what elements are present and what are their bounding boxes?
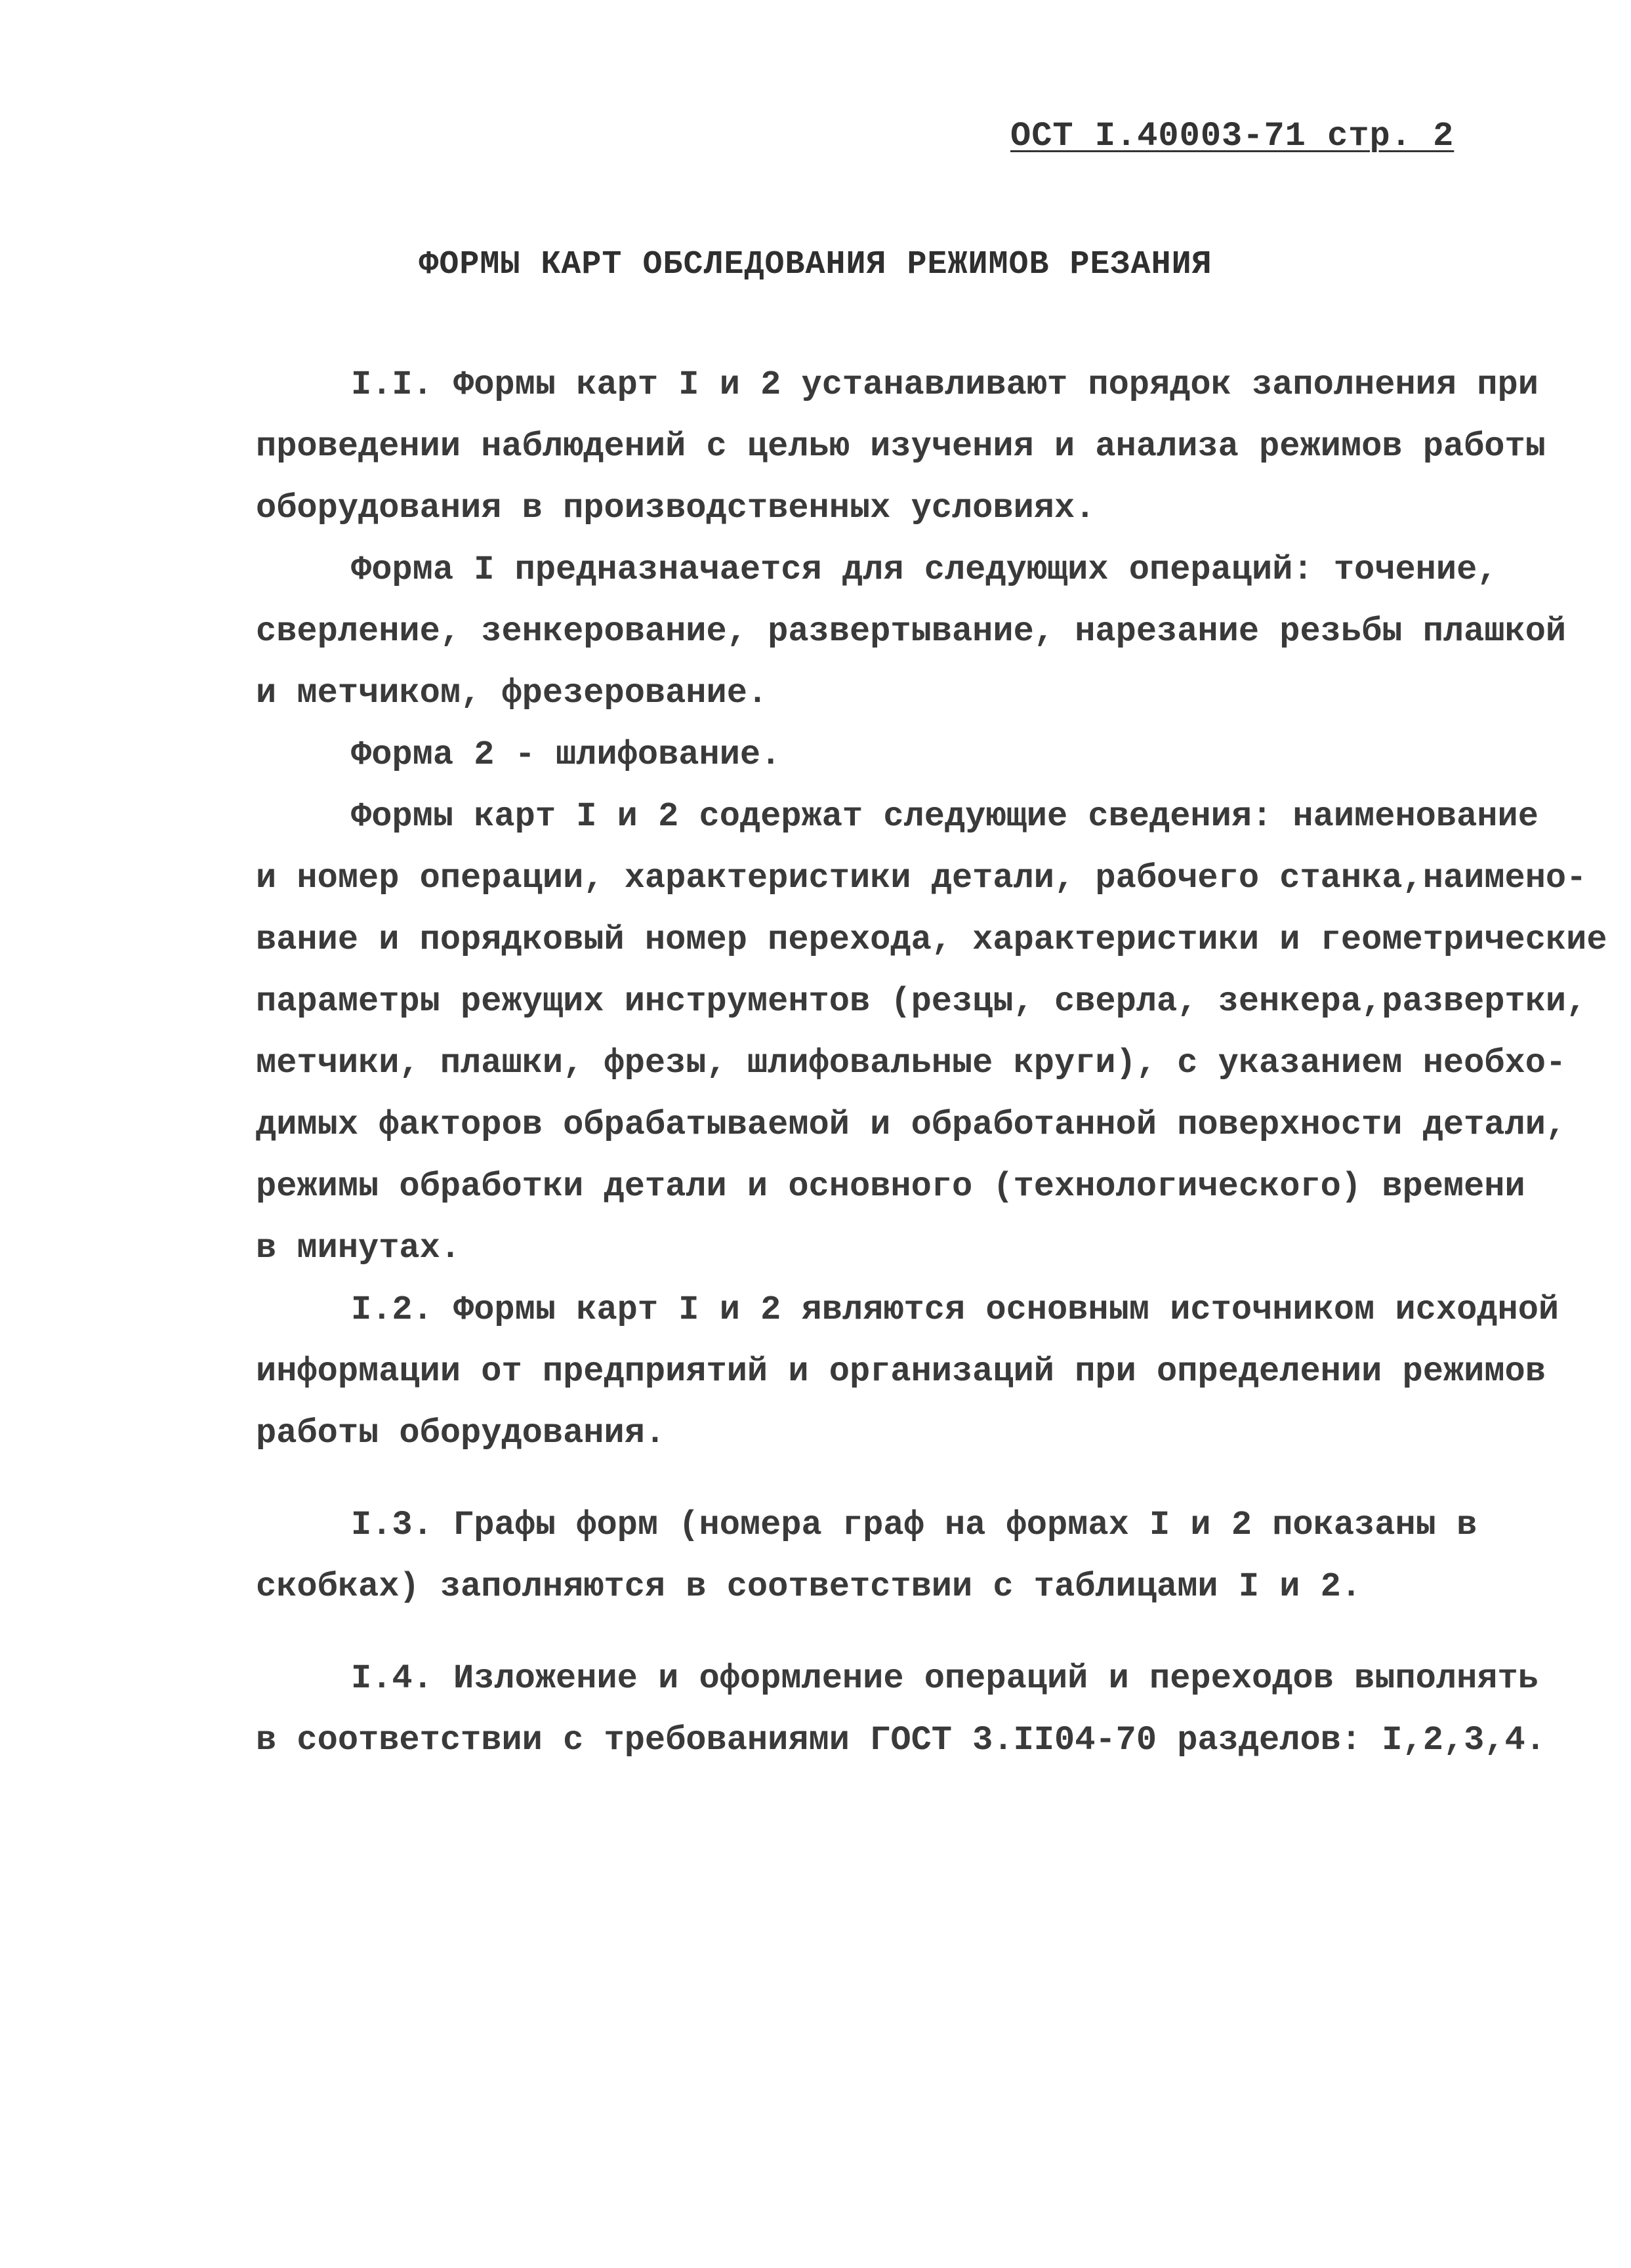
text-line: оборудования в производственных условиях.: [256, 489, 1096, 527]
text-line: I.2. Формы карт I и 2 являются основным источником исходной: [351, 1290, 1559, 1329]
text-line: вание и порядковый номер перехода, характеристики и геометрические: [256, 920, 1607, 959]
text-line: проведении наблюдений с целью изучения и анализа режимов работы: [256, 427, 1546, 466]
paragraph-forms-content: [256, 786, 1607, 1279]
text-line: I.3. Графы форм (номера граф на формах I и 2 показаны в: [351, 1506, 1477, 1544]
text-line: метчики, плашки, фрезы, шлифовальные круги), с указанием необхо-: [256, 1044, 1567, 1082]
paragraph-1-4: [256, 1648, 1546, 1771]
paragraph-1-1: [256, 354, 1546, 539]
text-line: режимы обработки детали и основного (технологического) времени: [256, 1167, 1525, 1206]
text-line: I.4. Изложение и оформление операций и переходов выполнять: [351, 1659, 1538, 1698]
text-line: в минутах.: [256, 1229, 461, 1268]
text-line: и метчиком, фрезерование.: [256, 674, 768, 712]
text-line: I.I. Формы карт I и 2 устанавливают порядок заполнения при: [351, 365, 1538, 404]
document-reference: ОСТ I.40003-71 стр. 2: [1010, 117, 1455, 155]
page-title: ФОРМЫ КАРТ ОБСЛЕДОВАНИЯ РЕЖИМОВ РЕЗАНИЯ: [419, 246, 1212, 283]
text-line: скобках) заполняются в соответствии с таблицами I и 2.: [256, 1567, 1362, 1606]
text-line: в соответствии с требованиями ГОСТ 3.II04-70 разделов: I,2,3,4.: [256, 1721, 1546, 1760]
paragraph-form-1: [256, 539, 1567, 724]
text-line: Формы карт I и 2 содержат следующие сведения: наименование: [351, 797, 1538, 836]
text-line: Форма I предназначается для следующих операций: точение,: [351, 550, 1498, 589]
text-line: димых факторов обрабатываемой и обработанной поверхности детали,: [256, 1105, 1567, 1144]
paragraph-form-2: [256, 724, 1489, 786]
text-line: сверление, зенкерование, развертывание, нарезание резьбы плашкой: [256, 612, 1567, 651]
text-line: работы оборудования.: [256, 1414, 666, 1453]
text-line: параметры режущих инструментов (резцы, сверла, зенкера,развертки,: [256, 982, 1587, 1021]
paragraph-1-3: [256, 1495, 1489, 1618]
paragraph-1-2: [256, 1279, 1559, 1464]
text-line: и номер операции, характеристики детали, рабочего станка,наимено-: [256, 859, 1587, 897]
text-line: информации от предприятий и организаций при определении режимов: [256, 1352, 1546, 1391]
document-body: [256, 354, 1607, 1771]
text-line: Форма 2 - шлифование.: [351, 735, 781, 774]
